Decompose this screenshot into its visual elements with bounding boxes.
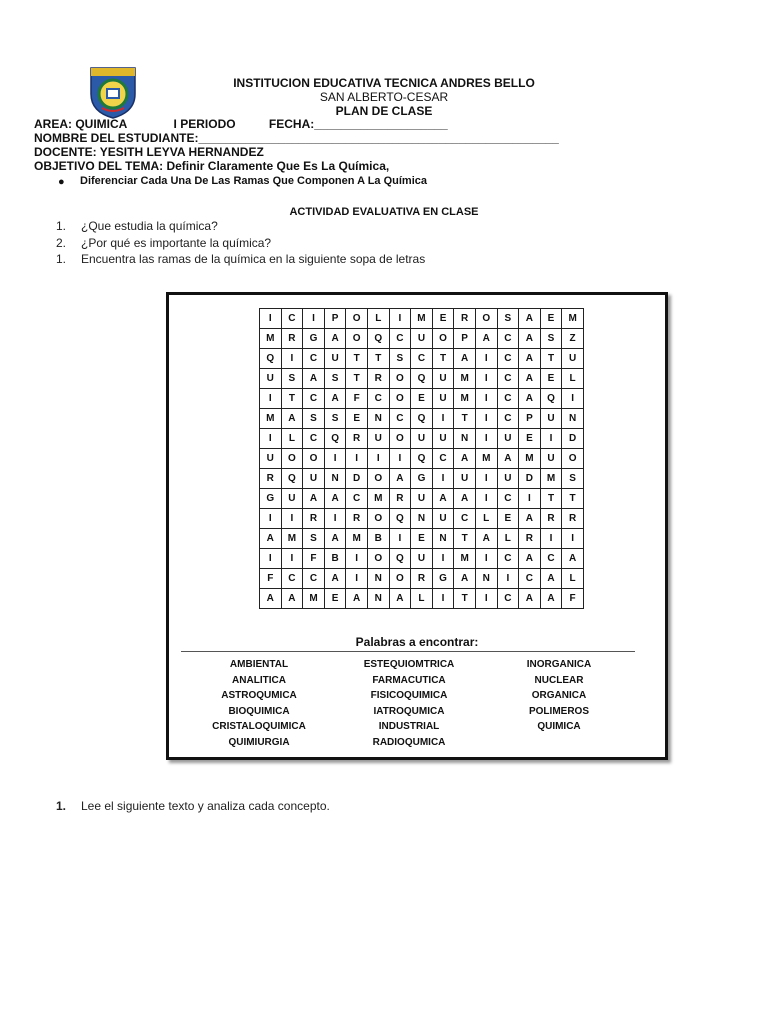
grid-cell: M	[303, 589, 325, 609]
grid-cell: R	[389, 489, 411, 509]
grid-cell: U	[562, 349, 584, 369]
grid-cell: I	[260, 429, 282, 449]
grid-cell: M	[454, 389, 476, 409]
location: SAN ALBERTO-CESAR	[319, 90, 449, 104]
grid-row	[260, 509, 584, 529]
grid-cell: I	[540, 529, 562, 549]
word-search-box	[166, 292, 668, 760]
grid-cell: I	[475, 389, 497, 409]
grid-cell: M	[367, 489, 389, 509]
grid-cell: C	[389, 329, 411, 349]
grid-cell: U	[540, 449, 562, 469]
grid-cell: A	[281, 589, 303, 609]
grid-cell: M	[260, 329, 282, 349]
grid-cell: C	[497, 409, 519, 429]
grid-cell: A	[519, 369, 541, 389]
grid-cell: C	[346, 489, 368, 509]
grid-cell: N	[562, 409, 584, 429]
grid-cell: I	[497, 569, 519, 589]
grid-cell: D	[562, 429, 584, 449]
word-item: ASTROQUMICA	[221, 690, 297, 701]
grid-cell: I	[281, 549, 303, 569]
grid-cell: A	[324, 569, 346, 589]
grid-cell: I	[324, 449, 346, 469]
grid-cell: I	[260, 389, 282, 409]
question-item	[56, 252, 425, 266]
grid-cell: C	[411, 349, 433, 369]
grid-cell: A	[324, 529, 346, 549]
grid-cell: I	[475, 469, 497, 489]
grid-cell: U	[497, 429, 519, 449]
grid-cell: M	[260, 409, 282, 429]
grid-row	[260, 409, 584, 429]
grid-cell: L	[281, 429, 303, 449]
grid-cell: I	[519, 489, 541, 509]
grid-cell: I	[562, 529, 584, 549]
grid-cell: U	[303, 469, 325, 489]
grid-cell: S	[324, 409, 346, 429]
word-item: AMBIENTAL	[229, 659, 289, 670]
word-item: ANALITICA	[232, 674, 286, 686]
grid-cell: N	[475, 569, 497, 589]
grid-cell: C	[540, 549, 562, 569]
word-item: QUIMICA	[537, 721, 581, 732]
grid-cell: E	[324, 589, 346, 609]
instruction-number: 1.	[56, 799, 67, 813]
grid-cell: O	[432, 329, 454, 349]
grid-cell: L	[475, 509, 497, 529]
words-column-1	[189, 657, 329, 750]
grid-cell: S	[281, 369, 303, 389]
grid-cell: C	[497, 369, 519, 389]
grid-cell: U	[432, 369, 454, 389]
word-item: FISICOQUIMICA	[370, 690, 448, 701]
grid-cell: E	[497, 509, 519, 529]
grid-row	[260, 529, 584, 549]
question-number: 2.	[56, 236, 67, 250]
question-text: ¿Que estudia la química?	[81, 219, 218, 233]
grid-cell: E	[411, 389, 433, 409]
grid-cell: G	[303, 329, 325, 349]
grid-cell: A	[519, 389, 541, 409]
grid-cell: O	[389, 369, 411, 389]
grid-row	[260, 469, 584, 489]
grid-cell: P	[519, 409, 541, 429]
grid-cell: I	[346, 449, 368, 469]
grid-row	[260, 489, 584, 509]
grid-cell: C	[367, 389, 389, 409]
grid-cell: R	[367, 369, 389, 389]
grid-cell: A	[389, 469, 411, 489]
grid-cell: I	[475, 549, 497, 569]
grid-cell: F	[260, 569, 282, 589]
grid-cell: O	[475, 309, 497, 329]
grid-cell: C	[281, 569, 303, 589]
grid-cell: A	[324, 329, 346, 349]
grid-cell: E	[411, 529, 433, 549]
grid-cell: M	[454, 369, 476, 389]
word-item: INORGANICA	[526, 659, 592, 670]
question-item	[56, 236, 271, 250]
grid-cell: U	[454, 469, 476, 489]
grid-cell: A	[540, 569, 562, 589]
grid-cell: R	[303, 509, 325, 529]
grid-cell: A	[519, 349, 541, 369]
grid-cell: B	[367, 529, 389, 549]
grid-cell: C	[303, 429, 325, 449]
grid-cell: S	[497, 309, 519, 329]
grid-cell: A	[346, 589, 368, 609]
grid-cell: M	[346, 529, 368, 549]
grid-cell: N	[432, 529, 454, 549]
grid-cell: C	[497, 329, 519, 349]
student-name-line: NOMBRE DEL ESTUDIANTE:______________________________________________________	[34, 131, 559, 145]
grid-cell: R	[540, 509, 562, 529]
grid-cell: T	[346, 369, 368, 389]
grid-cell: C	[389, 409, 411, 429]
grid-cell: E	[346, 409, 368, 429]
grid-cell: M	[411, 309, 433, 329]
grid-cell: C	[497, 389, 519, 409]
grid-cell: G	[432, 569, 454, 589]
grid-cell: A	[281, 409, 303, 429]
grid-cell: I	[346, 549, 368, 569]
grid-cell: U	[260, 369, 282, 389]
grid-cell: N	[324, 469, 346, 489]
grid-cell: I	[432, 589, 454, 609]
area-line: AREA: QUIMICA I PERIODO FECHA:____________________	[34, 117, 448, 131]
grid-cell: R	[411, 569, 433, 589]
grid-cell: I	[475, 409, 497, 429]
grid-cell: M	[562, 309, 584, 329]
word-item: QUIMIURGIA	[228, 736, 290, 748]
word-item: POLIMEROS	[528, 705, 589, 717]
grid-cell: Q	[281, 469, 303, 489]
grid-cell: Q	[324, 429, 346, 449]
word-item: CRISTALOQUIMICA	[212, 721, 306, 732]
grid-cell: U	[411, 429, 433, 449]
grid-cell: R	[562, 509, 584, 529]
grid-cell: C	[519, 569, 541, 589]
grid-cell: T	[454, 409, 476, 429]
grid-cell: A	[324, 489, 346, 509]
grid-cell: S	[303, 409, 325, 429]
grid-cell: D	[519, 469, 541, 489]
word-item: NUCLEAR	[534, 674, 584, 686]
grid-cell: I	[562, 389, 584, 409]
grid-cell: M	[540, 469, 562, 489]
question-text: Encuentra las ramas de la química en la siguiente sopa de letras	[81, 252, 426, 266]
grid-row	[260, 389, 584, 409]
grid-cell: E	[432, 309, 454, 329]
grid-cell: I	[475, 349, 497, 369]
grid-cell: C	[432, 449, 454, 469]
grid-cell: S	[389, 349, 411, 369]
grid-cell: A	[497, 449, 519, 469]
grid-cell: Q	[389, 509, 411, 529]
grid-cell: I	[389, 309, 411, 329]
grid-cell: I	[432, 549, 454, 569]
grid-cell: L	[562, 569, 584, 589]
grid-row	[260, 549, 584, 569]
grid-cell: U	[367, 429, 389, 449]
grid-cell: R	[260, 469, 282, 489]
grid-cell: C	[497, 349, 519, 369]
grid-cell: F	[346, 389, 368, 409]
bullet-icon: ●	[58, 176, 65, 188]
grid-cell: A	[389, 589, 411, 609]
grid-cell: O	[389, 569, 411, 589]
grid-cell: L	[497, 529, 519, 549]
grid-cell: U	[432, 509, 454, 529]
grid-cell: I	[432, 469, 454, 489]
institution-name: INSTITUCION EDUCATIVA TECNICA ANDRES BELLO	[233, 76, 535, 90]
grid-cell: E	[540, 309, 562, 329]
grid-cell: I	[281, 509, 303, 529]
question-number: 1.	[56, 219, 67, 233]
grid-cell: M	[519, 449, 541, 469]
word-item: FARMACUTICA	[372, 674, 446, 686]
activity-title: ACTIVIDAD EVALUATIVA EN CLASE	[289, 206, 479, 218]
grid-cell: S	[562, 469, 584, 489]
grid-cell: A	[519, 329, 541, 349]
grid-cell: C	[454, 509, 476, 529]
grid-cell: A	[454, 449, 476, 469]
word-item: RADIOQUMICA	[372, 736, 446, 748]
grid-cell: Q	[411, 449, 433, 469]
grid-row	[260, 449, 584, 469]
grid-cell: T	[454, 529, 476, 549]
grid-cell: S	[540, 329, 562, 349]
words-title: Palabras a encontrar:	[355, 635, 479, 649]
grid-cell: O	[562, 449, 584, 469]
word-item: INDUSTRIAL	[378, 721, 440, 732]
grid-cell: I	[324, 509, 346, 529]
grid-cell: N	[411, 509, 433, 529]
objective-line: OBJETIVO DEL TEMA: Definir Claramente Que Es La Química,	[34, 159, 390, 173]
grid-cell: M	[454, 549, 476, 569]
grid-cell: I	[281, 349, 303, 369]
grid-cell: G	[411, 469, 433, 489]
grid-cell: A	[475, 529, 497, 549]
grid-cell: O	[367, 509, 389, 529]
question-text: ¿Por qué es importante la química?	[81, 236, 272, 250]
grid-cell: G	[260, 489, 282, 509]
grid-row	[260, 429, 584, 449]
grid-cell: O	[389, 429, 411, 449]
grid-cell: F	[303, 549, 325, 569]
grid-cell: I	[389, 529, 411, 549]
grid-cell: R	[346, 429, 368, 449]
grid-cell: Q	[260, 349, 282, 369]
grid-cell: I	[260, 549, 282, 569]
final-instruction	[56, 799, 330, 813]
grid-cell: T	[281, 389, 303, 409]
teacher-line: DOCENTE: YESITH LEYVA HERNANDEZ	[34, 145, 264, 159]
divider	[181, 651, 635, 652]
grid-cell: T	[367, 349, 389, 369]
grid-cell: U	[432, 389, 454, 409]
grid-cell: L	[562, 369, 584, 389]
grid-cell: A	[540, 589, 562, 609]
grid-cell: A	[260, 589, 282, 609]
grid-cell: Z	[562, 329, 584, 349]
grid-cell: I	[475, 589, 497, 609]
words-column-2	[339, 657, 479, 750]
instruction-text: Lee el siguiente texto y analiza cada concepto.	[81, 799, 330, 813]
grid-cell: L	[411, 589, 433, 609]
grid-cell: A	[303, 489, 325, 509]
grid-row	[260, 329, 584, 349]
question-number: 1.	[56, 252, 67, 266]
grid-cell: I	[475, 489, 497, 509]
grid-cell: L	[367, 309, 389, 329]
grid-cell: O	[367, 549, 389, 569]
objective-bullet: Diferenciar Cada Una De Las Ramas Que Componen A La Química	[80, 175, 428, 187]
grid-cell: F	[562, 589, 584, 609]
grid-cell: M	[475, 449, 497, 469]
grid-cell: P	[454, 329, 476, 349]
grid-row	[260, 569, 584, 589]
grid-cell: D	[346, 469, 368, 489]
grid-cell: C	[303, 349, 325, 369]
grid-cell: A	[324, 389, 346, 409]
grid-cell: U	[411, 489, 433, 509]
grid-cell: N	[367, 569, 389, 589]
grid-cell: O	[346, 309, 368, 329]
grid-cell: S	[303, 529, 325, 549]
grid-cell: T	[562, 489, 584, 509]
grid-cell: I	[260, 309, 282, 329]
grid-cell: C	[303, 569, 325, 589]
grid-cell: E	[519, 429, 541, 449]
grid-cell: I	[260, 509, 282, 529]
grid-cell: T	[454, 589, 476, 609]
grid-cell: R	[346, 509, 368, 529]
grid-cell: I	[540, 429, 562, 449]
grid-cell: A	[432, 489, 454, 509]
grid-cell: I	[346, 569, 368, 589]
grid-cell: C	[281, 309, 303, 329]
grid-cell: U	[260, 449, 282, 469]
grid-cell: P	[324, 309, 346, 329]
grid-row	[260, 349, 584, 369]
grid-cell: T	[346, 349, 368, 369]
grid-cell: A	[519, 589, 541, 609]
grid-cell: I	[475, 369, 497, 389]
grid-cell: U	[432, 429, 454, 449]
grid-cell: Q	[367, 329, 389, 349]
grid-cell: A	[562, 549, 584, 569]
grid-cell: T	[432, 349, 454, 369]
grid-cell: U	[497, 469, 519, 489]
word-item: ORGANICA	[531, 690, 587, 701]
word-item: BIOQUIMICA	[228, 705, 290, 717]
grid-cell: U	[540, 409, 562, 429]
grid-cell: U	[411, 549, 433, 569]
plan-title: PLAN DE CLASE	[335, 104, 433, 118]
grid-cell: U	[281, 489, 303, 509]
words-column-3	[489, 657, 629, 735]
grid-cell: R	[519, 529, 541, 549]
grid-cell: O	[367, 469, 389, 489]
grid-cell: A	[475, 329, 497, 349]
grid-cell: I	[303, 309, 325, 329]
grid-cell: A	[454, 349, 476, 369]
grid-cell: I	[389, 449, 411, 469]
grid-row	[260, 369, 584, 389]
grid-cell: C	[497, 549, 519, 569]
grid-cell: C	[303, 389, 325, 409]
grid-cell: A	[454, 489, 476, 509]
grid-cell: A	[519, 309, 541, 329]
grid-cell: A	[303, 369, 325, 389]
grid-cell: M	[281, 529, 303, 549]
grid-row	[260, 589, 584, 609]
grid-cell: E	[540, 369, 562, 389]
grid-cell: A	[454, 569, 476, 589]
grid-cell: Q	[389, 549, 411, 569]
grid-cell: I	[475, 429, 497, 449]
grid-cell: A	[519, 549, 541, 569]
grid-cell: R	[454, 309, 476, 329]
question-item	[56, 219, 218, 233]
grid-cell: O	[281, 449, 303, 469]
grid-cell: I	[432, 409, 454, 429]
word-search-grid	[259, 308, 584, 609]
grid-cell: N	[454, 429, 476, 449]
grid-cell: O	[389, 389, 411, 409]
grid-cell: A	[260, 529, 282, 549]
grid-cell: T	[540, 349, 562, 369]
grid-cell: Q	[540, 389, 562, 409]
word-item: IATROQUMICA	[373, 705, 445, 717]
grid-cell: I	[367, 449, 389, 469]
grid-cell: C	[497, 489, 519, 509]
grid-cell: U	[411, 329, 433, 349]
grid-cell: O	[346, 329, 368, 349]
grid-cell: Q	[411, 409, 433, 429]
grid-cell: B	[324, 549, 346, 569]
grid-cell: N	[367, 589, 389, 609]
grid-cell: R	[281, 329, 303, 349]
grid-cell: U	[324, 349, 346, 369]
grid-cell: N	[367, 409, 389, 429]
grid-cell: O	[303, 449, 325, 469]
grid-cell: A	[519, 509, 541, 529]
grid-cell: C	[497, 589, 519, 609]
grid-row	[260, 309, 584, 329]
grid-cell: T	[540, 489, 562, 509]
word-item: ESTEQUIOMTRICA	[363, 659, 455, 670]
grid-cell: S	[324, 369, 346, 389]
grid-cell: Q	[411, 369, 433, 389]
